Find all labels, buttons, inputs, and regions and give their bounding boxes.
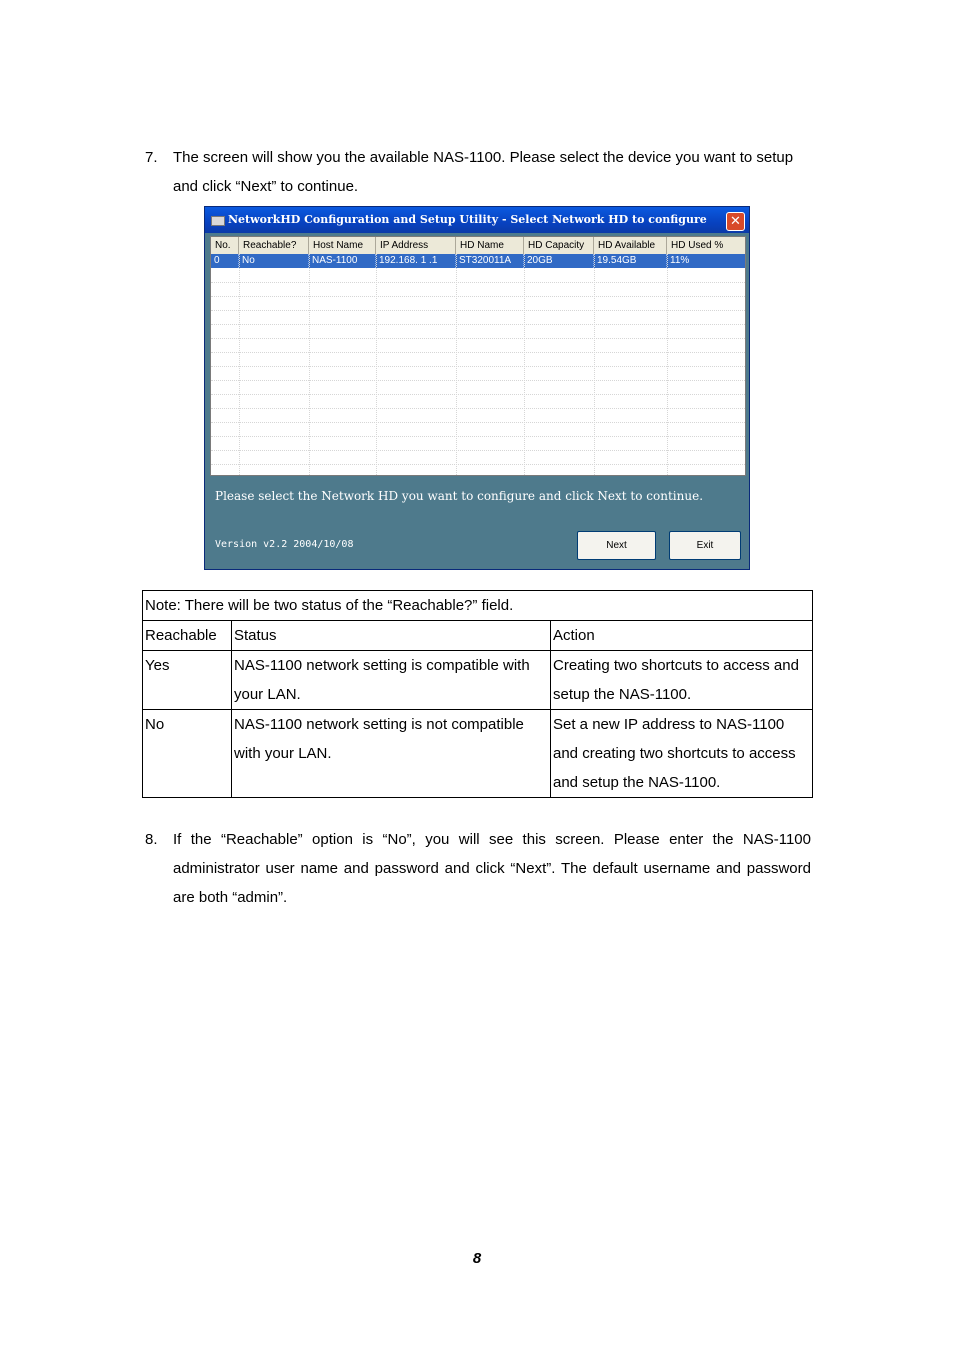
cell-hd-used: 11%: [670, 255, 690, 266]
table-header-row: [143, 621, 813, 651]
grid-line: [211, 380, 745, 381]
cell-reachable: No: [239, 254, 309, 268]
cell-status: NAS-1100 network setting is compatible with your LAN.: [232, 651, 551, 710]
grid-line: [211, 310, 745, 311]
column-line: [309, 254, 310, 475]
grid-line: [211, 408, 745, 409]
setup-utility-window: [204, 206, 750, 570]
column-line: [239, 254, 240, 475]
cell-ip-address: 192.168. 1 .1: [376, 254, 456, 268]
grid-line: [211, 352, 745, 353]
cell-hd-capacity: 20GB: [524, 254, 594, 268]
next-button[interactable]: Next: [577, 531, 656, 560]
reachable-status-table: [142, 590, 813, 798]
step-8-number: 8.: [145, 831, 158, 848]
app-icon: [211, 216, 225, 226]
header-status: Status: [232, 621, 551, 651]
grid-line: [211, 422, 745, 423]
grid-line: [211, 394, 745, 395]
close-icon[interactable]: ✕: [726, 212, 745, 231]
cell-action: Set a new IP address to NAS-1100 and creating two shortcuts to access and setup the NAS-1100.: [551, 710, 813, 798]
instruction-text: Please select the Network HD you want to configure and click Next to continue.: [215, 489, 704, 503]
cell-host-name: NAS-1100: [309, 254, 376, 268]
grid-line: [211, 338, 745, 339]
device-list[interactable]: [210, 236, 746, 476]
page-number: 8: [472, 1250, 482, 1267]
column-line: [667, 254, 668, 475]
step-7-text: The screen will show you the available NAS-1100. Please select the device you want to setup and click “Next” to continue.: [173, 149, 794, 195]
column-line: [594, 254, 595, 475]
table-row[interactable]: [211, 254, 745, 268]
column-header-hd-capacity[interactable]: HD Capacity: [524, 237, 594, 254]
grid-line: [211, 282, 745, 283]
version-text: Version v2.2 2004/10/08: [215, 539, 354, 550]
column-header-no[interactable]: No.: [211, 237, 239, 254]
grid-line: [211, 436, 745, 437]
column-header-ip-address[interactable]: IP Address: [376, 237, 456, 254]
table-row: [143, 651, 813, 710]
grid-line: [211, 450, 745, 451]
grid-line: [211, 324, 745, 325]
column-line: [376, 254, 377, 475]
table-row: [143, 591, 813, 621]
cell-no: 0: [211, 254, 239, 268]
device-list-header: [211, 237, 745, 255]
cell-hd-name: ST320011A: [456, 254, 524, 268]
column-line: [456, 254, 457, 475]
column-header-hd-used[interactable]: HD Used %: [671, 240, 724, 251]
cell-reachable: No: [143, 710, 232, 798]
exit-button[interactable]: Exit: [669, 531, 741, 560]
cell-hd-available: 19.54GB: [594, 254, 667, 268]
header-reachable: Reachable: [143, 621, 232, 651]
step-8: [145, 825, 811, 912]
grid-line: [211, 464, 745, 465]
header-action: Action: [551, 621, 813, 651]
column-header-hd-available[interactable]: HD Available: [594, 237, 667, 254]
cell-action: Creating two shortcuts to access and setup the NAS-1100.: [551, 651, 813, 710]
window-titlebar: [205, 207, 749, 233]
note-cell: Note: There will be two status of the “Reachable?” field.: [143, 591, 813, 621]
column-header-host-name[interactable]: Host Name: [309, 237, 376, 254]
column-header-reachable[interactable]: Reachable?: [239, 237, 309, 254]
window-title: NetworkHD Configuration and Setup Utility - Select Network HD to configure: [228, 213, 707, 226]
cell-status: NAS-1100 network setting is not compatible with your LAN.: [232, 710, 551, 798]
grid-line: [211, 366, 745, 367]
column-header-hd-name[interactable]: HD Name: [456, 237, 524, 254]
table-row: [143, 710, 813, 798]
step-7: [145, 143, 811, 201]
step-7-number: 7.: [145, 149, 158, 166]
column-line: [524, 254, 525, 475]
cell-reachable: Yes: [143, 651, 232, 710]
grid-line: [211, 296, 745, 297]
step-8-text: If the “Reachable” option is “No”, you will see this screen. Please enter the NAS-1100 administrator user name and password and click “Next”. The default username and password are both “admin”.: [173, 831, 811, 906]
